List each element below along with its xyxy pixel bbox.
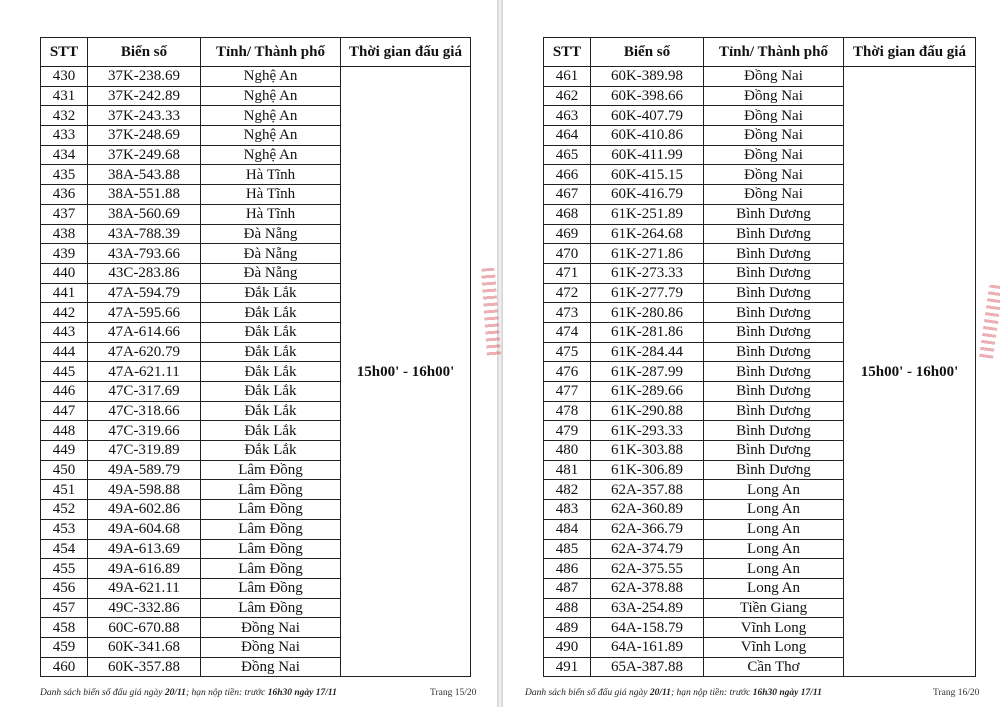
- cell-province: Đồng Nai: [704, 126, 844, 146]
- cell-province: Nghệ An: [201, 126, 341, 146]
- cell-province: Bình Dương: [704, 303, 844, 323]
- cell-stt: 457: [41, 598, 88, 618]
- cell-stt: 445: [41, 362, 88, 382]
- cell-stt: 461: [544, 67, 591, 87]
- cell-plate: 47C-319.89: [88, 441, 201, 461]
- cell-stt: 470: [544, 244, 591, 264]
- cell-plate: 47C-319.66: [88, 421, 201, 441]
- cell-province: Lâm Đồng: [201, 598, 341, 618]
- cell-plate: 61K-287.99: [591, 362, 704, 382]
- cell-plate: 61K-277.79: [591, 283, 704, 303]
- cell-stt: 444: [41, 342, 88, 362]
- cell-stt: 489: [544, 618, 591, 638]
- cell-stt: 473: [544, 303, 591, 323]
- cell-stt: 434: [41, 145, 88, 165]
- table-header-row: [544, 38, 976, 67]
- cell-province: Nghệ An: [201, 86, 341, 106]
- cell-province: Cần Thơ: [704, 657, 844, 677]
- cell-province: Đắk Lắk: [201, 401, 341, 421]
- cell-plate: 61K-280.86: [591, 303, 704, 323]
- cell-stt: 463: [544, 106, 591, 126]
- cell-province: Long An: [704, 480, 844, 500]
- cell-stt: 438: [41, 224, 88, 244]
- cell-stt: 465: [544, 145, 591, 165]
- cell-province: Vĩnh Long: [704, 618, 844, 638]
- cell-province: Đắk Lắk: [201, 362, 341, 382]
- page-number: Trang 15/20: [430, 688, 477, 698]
- cell-province: Đà Nẵng: [201, 244, 341, 264]
- cell-stt: 440: [41, 263, 88, 283]
- cell-plate: 37K-242.89: [88, 86, 201, 106]
- cell-plate: 61K-264.68: [591, 224, 704, 244]
- cell-stt: 446: [41, 382, 88, 402]
- cell-plate: 60K-357.88: [88, 657, 201, 677]
- cell-province: Bình Dương: [704, 362, 844, 382]
- header-plate: Biển số: [591, 38, 704, 67]
- footer-note: Danh sách biển số đấu giá ngày 20/11; hạn nộp tiền: trước 16h30 ngày 17/11: [525, 688, 822, 698]
- cell-stt: 477: [544, 382, 591, 402]
- cell-plate: 38A-543.88: [88, 165, 201, 185]
- auction-table-left: [40, 37, 471, 677]
- table-body-right: [544, 67, 976, 677]
- cell-plate: 61K-271.86: [591, 244, 704, 264]
- cell-auction-time: 15h00' - 16h00': [844, 67, 976, 677]
- cell-province: Bình Dương: [704, 460, 844, 480]
- cell-stt: 491: [544, 657, 591, 677]
- cell-stt: 460: [41, 657, 88, 677]
- cell-plate: 47A-594.79: [88, 283, 201, 303]
- cell-stt: 462: [544, 86, 591, 106]
- cell-province: Bình Dương: [704, 401, 844, 421]
- cell-province: Nghệ An: [201, 145, 341, 165]
- cell-plate: 47A-614.66: [88, 322, 201, 342]
- cell-stt: 441: [41, 283, 88, 303]
- cell-province: Đà Nẵng: [201, 224, 341, 244]
- cell-province: Lâm Đồng: [201, 559, 341, 579]
- cell-province: Long An: [704, 578, 844, 598]
- cell-province: Bình Dương: [704, 342, 844, 362]
- cell-stt: 475: [544, 342, 591, 362]
- cell-auction-time: 15h00' - 16h00': [341, 67, 471, 677]
- cell-stt: 471: [544, 263, 591, 283]
- cell-stt: 488: [544, 598, 591, 618]
- cell-stt: 451: [41, 480, 88, 500]
- cell-province: Đồng Nai: [201, 618, 341, 638]
- cell-stt: 447: [41, 401, 88, 421]
- cell-plate: 60K-416.79: [591, 185, 704, 205]
- cell-plate: 62A-374.79: [591, 539, 704, 559]
- cell-plate: 43A-788.39: [88, 224, 201, 244]
- cell-plate: 60K-407.79: [591, 106, 704, 126]
- cell-province: Đà Nẵng: [201, 263, 341, 283]
- cell-province: Nghệ An: [201, 106, 341, 126]
- cell-plate: 49A-604.68: [88, 519, 201, 539]
- cell-province: Bình Dương: [704, 244, 844, 264]
- table-row: [41, 67, 471, 87]
- cell-stt: 487: [544, 578, 591, 598]
- header-stt: STT: [41, 38, 88, 67]
- cell-province: Hà Tĩnh: [201, 165, 341, 185]
- cell-plate: 62A-357.88: [591, 480, 704, 500]
- cell-province: Bình Dương: [704, 224, 844, 244]
- cell-plate: 60K-411.99: [591, 145, 704, 165]
- cell-province: Đồng Nai: [704, 67, 844, 87]
- cell-plate: 61K-251.89: [591, 204, 704, 224]
- cell-province: Long An: [704, 539, 844, 559]
- cell-plate: 62A-375.55: [591, 559, 704, 579]
- header-province: Tỉnh/ Thành phố: [201, 38, 341, 67]
- cell-province: Lâm Đồng: [201, 460, 341, 480]
- cell-stt: 467: [544, 185, 591, 205]
- page-number: Trang 16/20: [933, 688, 980, 698]
- table-header-row: [41, 38, 471, 67]
- cell-province: Bình Dương: [704, 322, 844, 342]
- document-page-right: [503, 0, 1000, 707]
- cell-stt: 479: [544, 421, 591, 441]
- cell-stt: 466: [544, 165, 591, 185]
- footer-note: Danh sách biển số đấu giá ngày 20/11; hạn nộp tiền: trước 16h30 ngày 17/11: [40, 688, 337, 698]
- cell-province: Đồng Nai: [704, 165, 844, 185]
- cell-stt: 482: [544, 480, 591, 500]
- cell-stt: 454: [41, 539, 88, 559]
- cell-plate: 49A-598.88: [88, 480, 201, 500]
- cell-province: Long An: [704, 500, 844, 520]
- cell-province: Lâm Đồng: [201, 539, 341, 559]
- cell-plate: 49A-621.11: [88, 578, 201, 598]
- cell-stt: 484: [544, 519, 591, 539]
- cell-province: Đồng Nai: [201, 637, 341, 657]
- header-province: Tỉnh/ Thành phố: [704, 38, 844, 67]
- cell-plate: 62A-378.88: [591, 578, 704, 598]
- cell-stt: 430: [41, 67, 88, 87]
- cell-plate: 62A-366.79: [591, 519, 704, 539]
- cell-province: Đắk Lắk: [201, 283, 341, 303]
- cell-plate: 49C-332.86: [88, 598, 201, 618]
- cell-plate: 64A-161.89: [591, 637, 704, 657]
- cell-plate: 60K-341.68: [88, 637, 201, 657]
- cell-stt: 490: [544, 637, 591, 657]
- cell-stt: 476: [544, 362, 591, 382]
- cell-plate: 65A-387.88: [591, 657, 704, 677]
- cell-province: Long An: [704, 519, 844, 539]
- cell-stt: 478: [544, 401, 591, 421]
- cell-stt: 449: [41, 441, 88, 461]
- cell-plate: 47C-318.66: [88, 401, 201, 421]
- cell-plate: 61K-281.86: [591, 322, 704, 342]
- cell-plate: 38A-551.88: [88, 185, 201, 205]
- auction-table-right: [543, 37, 976, 677]
- cell-province: Lâm Đồng: [201, 519, 341, 539]
- cell-stt: 468: [544, 204, 591, 224]
- cell-plate: 49A-602.86: [88, 500, 201, 520]
- cell-stt: 439: [41, 244, 88, 264]
- cell-province: Hà Tĩnh: [201, 204, 341, 224]
- cell-stt: 450: [41, 460, 88, 480]
- cell-stt: 433: [41, 126, 88, 146]
- cell-plate: 62A-360.89: [591, 500, 704, 520]
- header-auction-time: Thời gian đấu giá: [341, 38, 471, 67]
- cell-plate: 47A-621.11: [88, 362, 201, 382]
- cell-province: Đồng Nai: [201, 657, 341, 677]
- cell-stt: 453: [41, 519, 88, 539]
- cell-province: Tiền Giang: [704, 598, 844, 618]
- cell-stt: 486: [544, 559, 591, 579]
- cell-province: Đắk Lắk: [201, 421, 341, 441]
- cell-province: Bình Dương: [704, 421, 844, 441]
- cell-plate: 60K-389.98: [591, 67, 704, 87]
- cell-province: Đắk Lắk: [201, 322, 341, 342]
- cell-stt: 452: [41, 500, 88, 520]
- cell-plate: 61K-306.89: [591, 460, 704, 480]
- cell-plate: 47A-620.79: [88, 342, 201, 362]
- cell-plate: 49A-613.69: [88, 539, 201, 559]
- cell-province: Đắk Lắk: [201, 342, 341, 362]
- cell-province: Lâm Đồng: [201, 480, 341, 500]
- cell-plate: 60K-415.15: [591, 165, 704, 185]
- cell-province: Bình Dương: [704, 204, 844, 224]
- cell-province: Đắk Lắk: [201, 382, 341, 402]
- cell-plate: 49A-589.79: [88, 460, 201, 480]
- cell-stt: 474: [544, 322, 591, 342]
- cell-province: Lâm Đồng: [201, 500, 341, 520]
- cell-plate: 43A-793.66: [88, 244, 201, 264]
- cell-plate: 61K-284.44: [591, 342, 704, 362]
- cell-province: Đồng Nai: [704, 145, 844, 165]
- cell-stt: 448: [41, 421, 88, 441]
- cell-stt: 437: [41, 204, 88, 224]
- cell-stt: 472: [544, 283, 591, 303]
- cell-plate: 37K-249.68: [88, 145, 201, 165]
- cell-stt: 480: [544, 441, 591, 461]
- cell-province: Lâm Đồng: [201, 578, 341, 598]
- cell-plate: 63A-254.89: [591, 598, 704, 618]
- cell-stt: 455: [41, 559, 88, 579]
- cell-province: Bình Dương: [704, 382, 844, 402]
- cell-province: Bình Dương: [704, 283, 844, 303]
- cell-plate: 43C-283.86: [88, 263, 201, 283]
- cell-stt: 464: [544, 126, 591, 146]
- cell-stt: 442: [41, 303, 88, 323]
- cell-stt: 432: [41, 106, 88, 126]
- cell-stt: 485: [544, 539, 591, 559]
- cell-plate: 60C-670.88: [88, 618, 201, 638]
- cell-province: Đồng Nai: [704, 106, 844, 126]
- cell-province: Nghệ An: [201, 67, 341, 87]
- cell-plate: 60K-410.86: [591, 126, 704, 146]
- cell-province: Đồng Nai: [704, 86, 844, 106]
- table-row: [544, 67, 976, 87]
- cell-stt: 456: [41, 578, 88, 598]
- cell-plate: 37K-243.33: [88, 106, 201, 126]
- cell-stt: 431: [41, 86, 88, 106]
- cell-province: Đắk Lắk: [201, 441, 341, 461]
- header-stt: STT: [544, 38, 591, 67]
- cell-province: Bình Dương: [704, 263, 844, 283]
- cell-plate: 47C-317.69: [88, 382, 201, 402]
- table-body-left: [41, 67, 471, 677]
- cell-plate: 61K-289.66: [591, 382, 704, 402]
- cell-stt: 459: [41, 637, 88, 657]
- cell-stt: 435: [41, 165, 88, 185]
- cell-plate: 37K-248.69: [88, 126, 201, 146]
- cell-province: Đắk Lắk: [201, 303, 341, 323]
- cell-stt: 443: [41, 322, 88, 342]
- cell-stt: 458: [41, 618, 88, 638]
- cell-province: Vĩnh Long: [704, 637, 844, 657]
- cell-plate: 61K-293.33: [591, 421, 704, 441]
- header-auction-time: Thời gian đấu giá: [844, 38, 976, 67]
- cell-stt: 481: [544, 460, 591, 480]
- cell-plate: 61K-290.88: [591, 401, 704, 421]
- cell-stt: 469: [544, 224, 591, 244]
- cell-plate: 61K-303.88: [591, 441, 704, 461]
- cell-province: Đồng Nai: [704, 185, 844, 205]
- cell-plate: 60K-398.66: [591, 86, 704, 106]
- cell-province: Hà Tĩnh: [201, 185, 341, 205]
- cell-plate: 61K-273.33: [591, 263, 704, 283]
- document-page-left: [0, 0, 497, 707]
- cell-province: Bình Dương: [704, 441, 844, 461]
- cell-plate: 47A-595.66: [88, 303, 201, 323]
- cell-plate: 37K-238.69: [88, 67, 201, 87]
- cell-stt: 483: [544, 500, 591, 520]
- cell-plate: 64A-158.79: [591, 618, 704, 638]
- cell-plate: 38A-560.69: [88, 204, 201, 224]
- cell-province: Long An: [704, 559, 844, 579]
- cell-stt: 436: [41, 185, 88, 205]
- cell-plate: 49A-616.89: [88, 559, 201, 579]
- header-plate: Biển số: [88, 38, 201, 67]
